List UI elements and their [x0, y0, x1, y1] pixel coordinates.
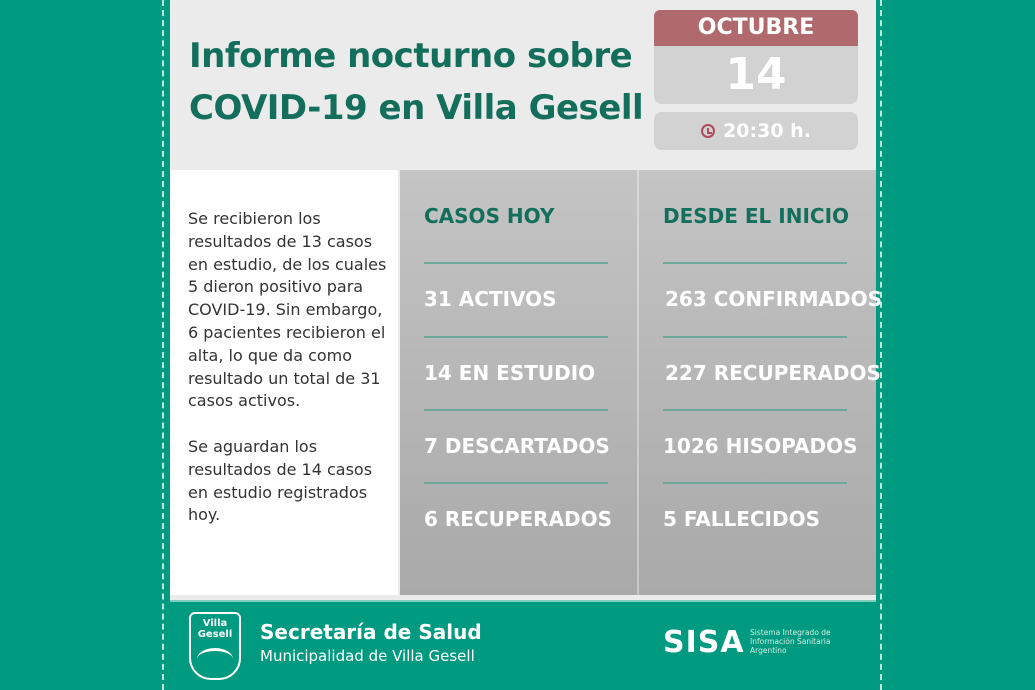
summary-paragraph-1: Se recibieron los resultados de 13 casos en estudio, de los cuales 5 dieron positivo para COVID-19. Sin embargo, 6 pacientes recibieron el alta, lo que da como resultado un total de 31 casos activos. [188, 209, 387, 411]
title-line-1: Informe nocturno sobre [189, 36, 633, 76]
since-start-heading: DESDE EL INICIO [663, 204, 850, 228]
right-stitch [880, 0, 882, 690]
today-divider [424, 336, 608, 338]
total-stat-confirmed: 263 CONFIRMADOS [665, 287, 883, 311]
today-stat-active: 31 ACTIVOS [424, 287, 557, 311]
shield-text-2: Gesell [197, 629, 233, 640]
villa-gesell-shield-logo [189, 612, 241, 680]
column-divider [637, 170, 639, 595]
today-heading: CASOS HOY [424, 204, 555, 228]
org-title: Secretaría de Salud [260, 620, 482, 644]
today-stat-recovered: 6 RECUPERADOS [424, 507, 613, 531]
left-stitch [162, 0, 164, 690]
total-stat-recovered: 227 RECUPERADOS [665, 361, 881, 385]
sisa-logo: SISA [663, 625, 745, 660]
since-start-divider [663, 336, 847, 338]
time-badge [654, 112, 858, 150]
summary-paragraph-2: Se aguardan los resultados de 14 casos en estudio registrados hoy. [188, 437, 373, 525]
sisa-description: Sistema Integrado de Información Sanitaria Argentino [750, 628, 831, 655]
day-number: 14 [654, 46, 858, 104]
month-label: OCTUBRE [654, 10, 858, 46]
total-stat-swabs: 1026 HISOPADOS [663, 434, 858, 458]
today-divider [424, 409, 608, 411]
page-title [189, 30, 643, 134]
today-stat-in-study: 14 EN ESTUDIO [424, 361, 596, 385]
total-stat-deceased: 5 FALLECIDOS [663, 507, 821, 531]
since-start-divider [663, 262, 847, 264]
title-line-2: COVID-19 en Villa Gesell [189, 88, 644, 128]
since-start-divider [663, 482, 847, 484]
wave-icon [197, 648, 233, 670]
today-stat-discarded: 7 DESCARTADOS [424, 434, 610, 458]
time-text: 20:30 h. [723, 120, 811, 142]
since-start-divider [663, 409, 847, 411]
org-subtitle: Municipalidad de Villa Gesell [260, 647, 475, 665]
today-divider [424, 262, 608, 264]
shield-text-1: Villa [202, 618, 228, 629]
today-divider [424, 482, 608, 484]
clock-icon [701, 124, 715, 138]
